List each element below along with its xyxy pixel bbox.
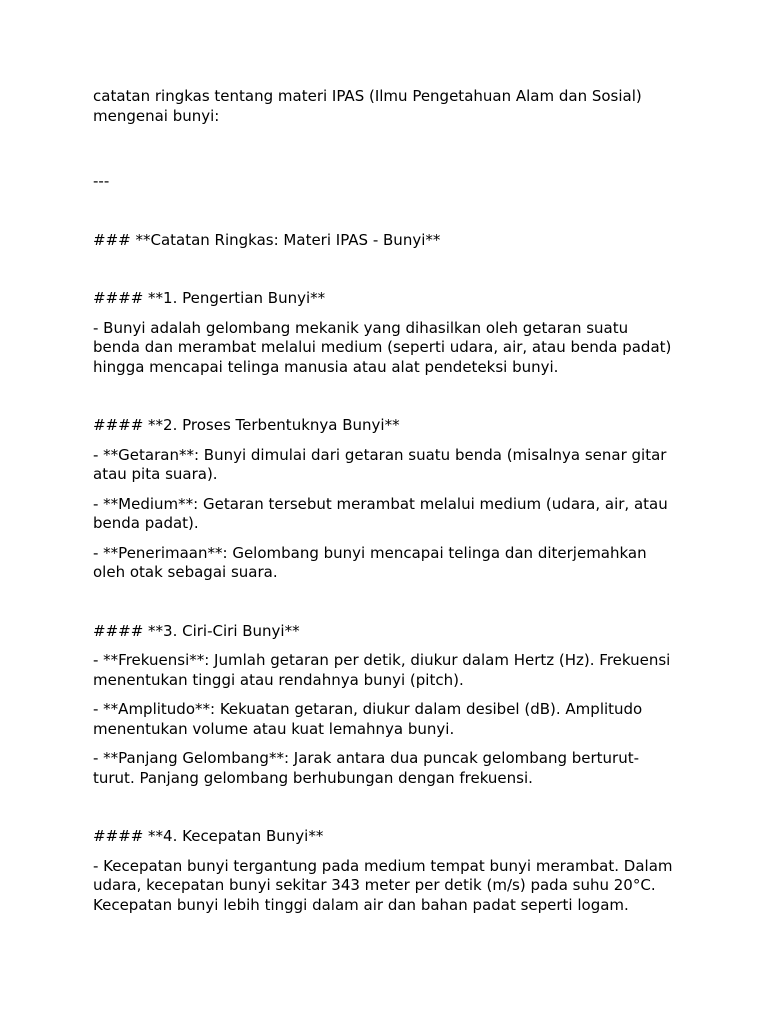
divider-text: ---: [93, 172, 110, 190]
document-page: [93, 87, 673, 925]
section-paragraph: - **Penerimaan**: Gelombang bunyi mencapai telinga dan diterjemahkan oleh otak sebagai suara.: [93, 543, 647, 581]
section-paragraph: - **Panjang Gelombang**: Jarak antara dua puncak gelombang berturut-turut. Panjang gelombang berhubungan dengan frekuensi.: [93, 749, 640, 787]
intro-text: catatan ringkas tentang materi IPAS (Ilmu Pengetahuan Alam dan Sosial) mengenai bunyi:: [93, 87, 642, 125]
section-heading: #### **3. Ciri-Ciri Bunyi**: [93, 621, 300, 640]
section-paragraph: - Bunyi adalah gelombang mekanik yang dihasilkan oleh getaran suatu benda dan merambat melalui medium (seperti udara, air, atau benda padat) hingga mencapai telinga manusia atau alat pendeteksi bunyi.: [93, 318, 672, 376]
section-paragraph: - **Medium**: Getaran tersebut merambat melalui medium (udara, air, atau benda padat).: [93, 494, 668, 532]
section-ciri: [93, 622, 673, 789]
section-heading: #### **2. Proses Terbentuknya Bunyi**: [93, 416, 400, 434]
section-paragraph: - **Getaran**: Bunyi dimulai dari getaran suatu benda (misalnya senar gitar atau pita suara).: [93, 445, 667, 483]
section-proses: [93, 416, 673, 583]
section-heading: #### **4. Kecepatan Bunyi**: [93, 827, 324, 845]
document-title: ### **Catatan Ringkas: Materi IPAS - Bunyi**: [93, 230, 441, 249]
section-kecepatan: [93, 827, 673, 915]
section-paragraph: - **Amplitudo**: Kekuatan getaran, diukur dalam desibel (dB). Amplitudo menentukan volume atau kuat lemahnya bunyi.: [93, 700, 643, 738]
section-paragraph: - Kecepatan bunyi tergantung pada medium tempat bunyi merambat. Dalam udara, kecepatan bunyi sekitar 343 meter per detik (m/s) pada suhu 20°C. Kecepatan bunyi lebih tinggi dalam air dan bahan padat seperti logam.: [93, 856, 673, 914]
section-pengertian: [93, 289, 673, 377]
section-paragraph: - **Frekuensi**: Jumlah getaran per detik, diukur dalam Hertz (Hz). Frekuensi menentukan tinggi atau rendahnya bunyi (pitch).: [93, 651, 671, 689]
section-heading: #### **1. Pengertian Bunyi**: [93, 289, 326, 307]
